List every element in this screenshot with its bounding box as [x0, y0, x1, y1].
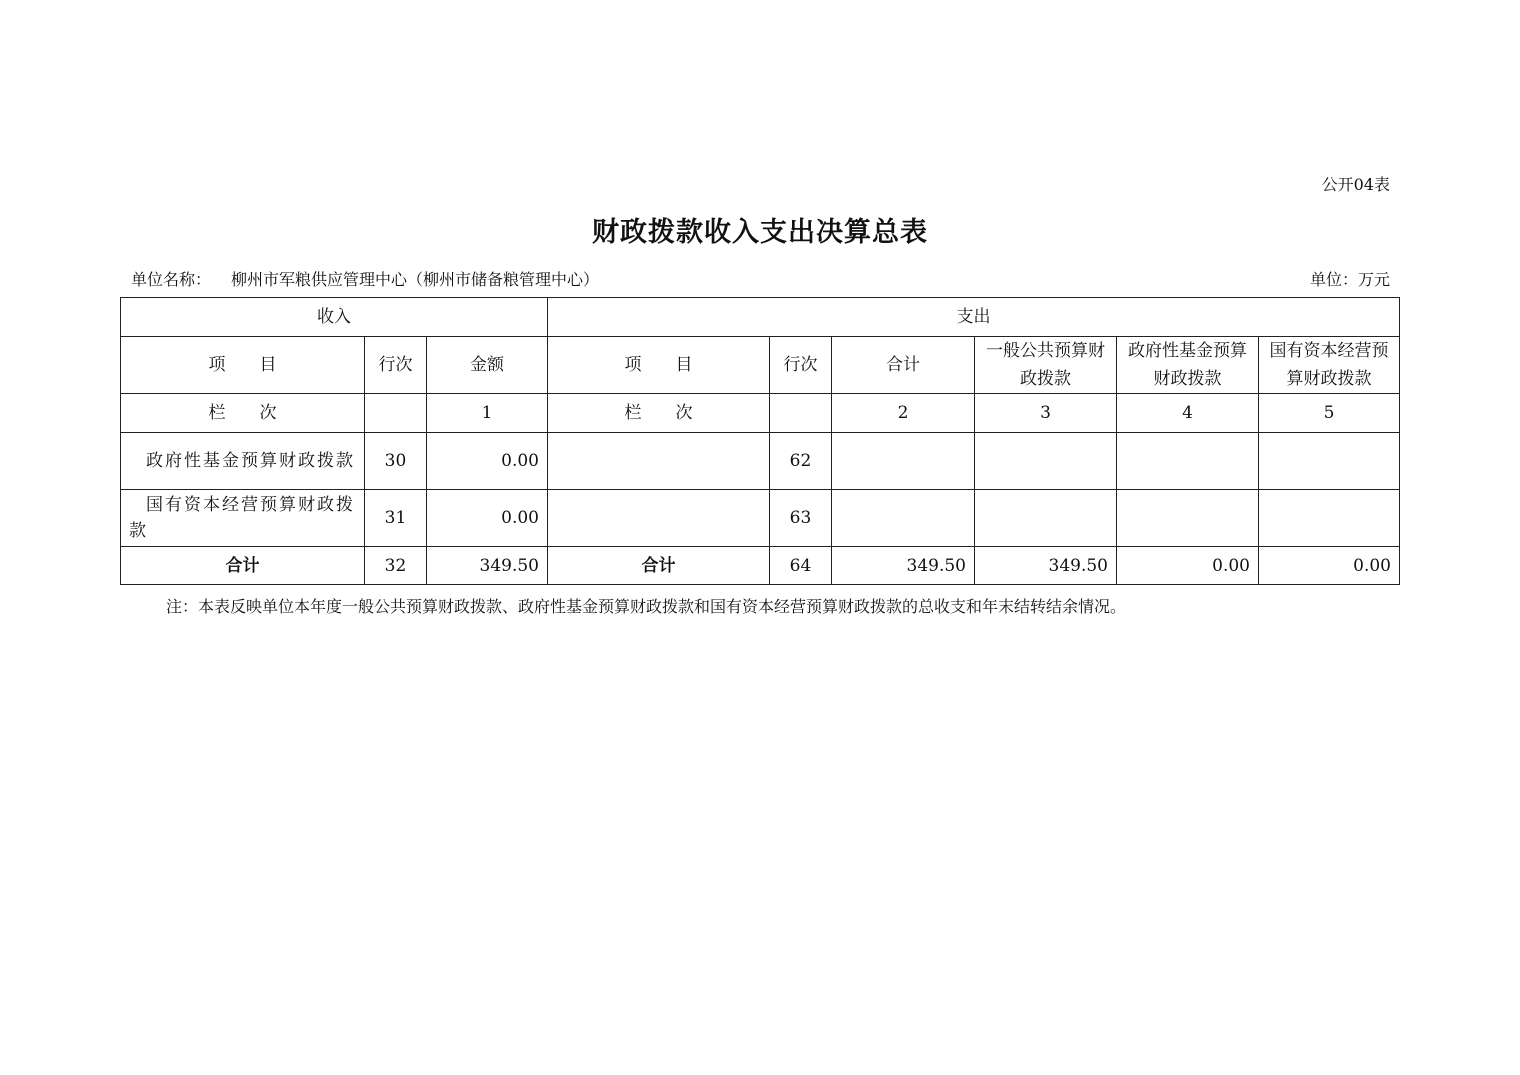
fund-budget-header: 政府性基金预算财政拨款 — [1117, 337, 1259, 394]
income-amount: 0.00 — [427, 490, 548, 547]
currency-unit: 单位：万元 — [1309, 270, 1390, 289]
expense-section-header: 支出 — [548, 298, 1400, 337]
state-capital-total: 0.00 — [1259, 547, 1400, 585]
expense-total-header: 合计 — [832, 337, 975, 394]
income-total-label: 合计 — [121, 547, 365, 585]
index-3: 3 — [975, 394, 1117, 433]
income-index-line — [365, 394, 427, 433]
general-budget-value — [975, 490, 1117, 547]
state-capital-value — [1259, 433, 1400, 490]
column-index-row — [121, 394, 1400, 433]
expense-line: 62 — [770, 433, 832, 490]
expense-index-line — [770, 394, 832, 433]
income-item-header: 项 目 — [121, 337, 365, 394]
expense-item — [548, 490, 770, 547]
fund-budget-value — [1117, 433, 1259, 490]
general-budget-total: 349.50 — [975, 547, 1117, 585]
income-item: 国有资本经营预算财政拨款 — [121, 490, 365, 547]
general-budget-value — [975, 433, 1117, 490]
income-total-amount: 349.50 — [427, 547, 548, 585]
expense-line: 63 — [770, 490, 832, 547]
income-amount: 0.00 — [427, 433, 548, 490]
table-row — [121, 433, 1400, 490]
expense-total-amount: 349.50 — [832, 547, 975, 585]
unit-name-value: 柳州市军粮供应管理中心（柳州市储备粮管理中心） — [231, 270, 600, 289]
expense-total — [832, 433, 975, 490]
general-budget-header: 一般公共预算财政拨款 — [975, 337, 1117, 394]
form-number: 公开04表 — [1321, 175, 1390, 194]
fund-budget-total: 0.00 — [1117, 547, 1259, 585]
state-capital-header: 国有资本经营预算财政拨款 — [1259, 337, 1400, 394]
page-title: 财政拨款收入支出决算总表 — [592, 217, 928, 248]
expense-item — [548, 433, 770, 490]
income-amount-header: 金额 — [427, 337, 548, 394]
fund-budget-value — [1117, 490, 1259, 547]
expense-item-header: 项 目 — [548, 337, 770, 394]
expense-total — [832, 490, 975, 547]
income-total-line: 32 — [365, 547, 427, 585]
expense-total-label: 合计 — [548, 547, 770, 585]
expense-total-line: 64 — [770, 547, 832, 585]
index-1: 1 — [427, 394, 548, 433]
income-line-header: 行次 — [365, 337, 427, 394]
total-row — [121, 547, 1400, 585]
income-index-label: 栏 次 — [121, 394, 365, 433]
expense-line-header: 行次 — [770, 337, 832, 394]
column-header-row — [121, 337, 1400, 394]
index-2: 2 — [832, 394, 975, 433]
index-5: 5 — [1259, 394, 1400, 433]
unit-name-line — [131, 267, 599, 290]
expense-index-label: 栏 次 — [548, 394, 770, 433]
section-header-row — [121, 298, 1400, 337]
table-row — [121, 490, 1400, 547]
income-section-header: 收入 — [121, 298, 548, 337]
income-item: 政府性基金预算财政拨款 — [121, 433, 365, 490]
index-4: 4 — [1117, 394, 1259, 433]
unit-name-label: 单位名称： — [131, 270, 212, 289]
income-line: 31 — [365, 490, 427, 547]
income-line: 30 — [365, 433, 427, 490]
budget-table — [120, 297, 1400, 585]
table-footnote: 注：本表反映单位本年度一般公共预算财政拨款、政府性基金预算财政拨款和国有资本经营预算财政拨款的总收支和年末结转结余情况。 — [166, 597, 1127, 616]
state-capital-value — [1259, 490, 1400, 547]
